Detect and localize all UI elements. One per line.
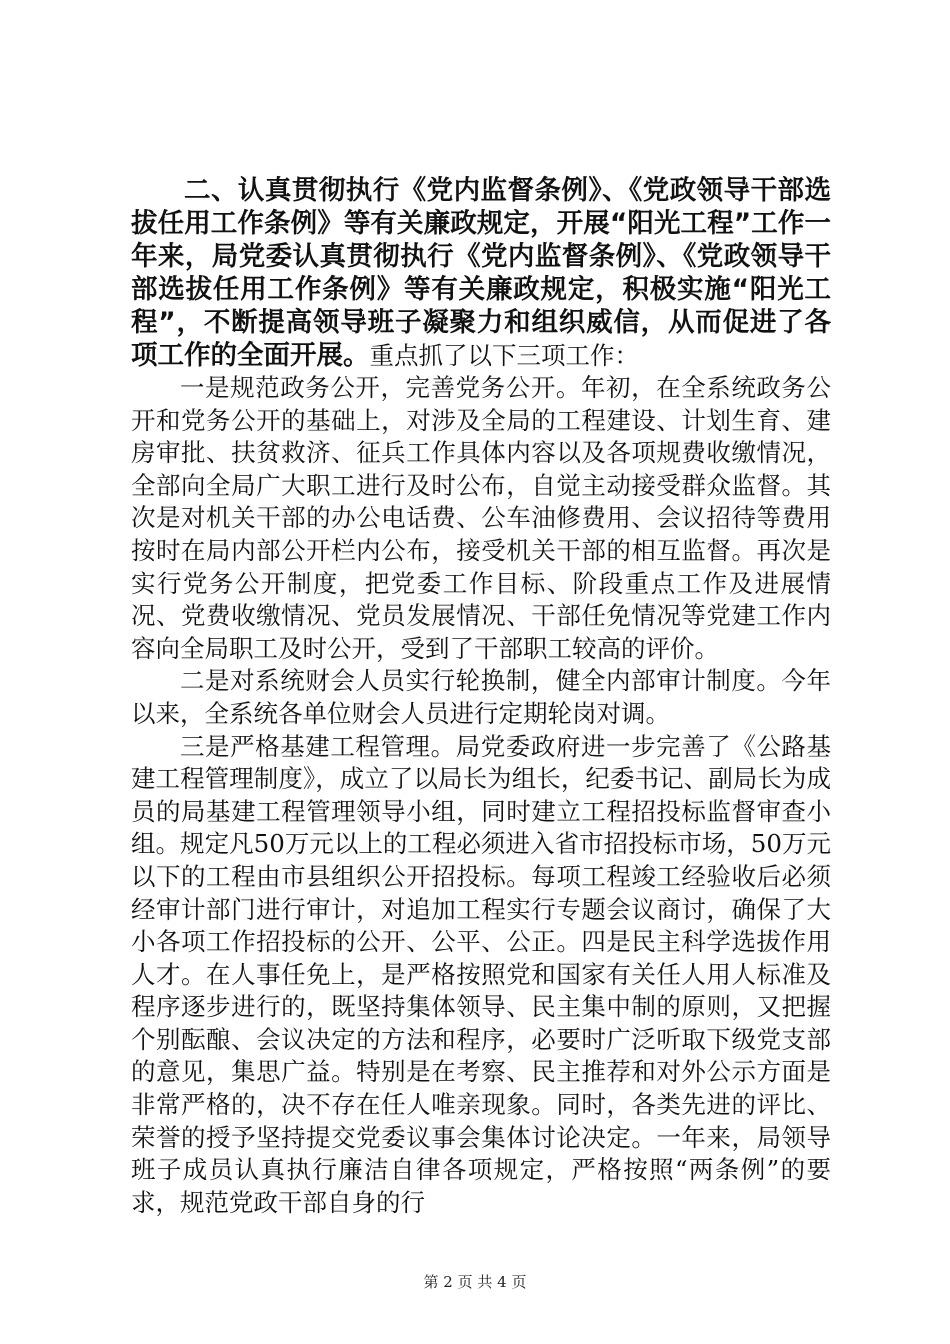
paragraph-item-1: 一是规范政务公开，完善党务公开。年初，在全系统政务公开和党务公开的基础上，对涉及全局的工程建设、计划生育、建房审批、扶贫救济、征兵工作具体内容以及各项规费收缴情况，全部向全局广大职工进行及时公布，自觉主动接受群众监督。其次是对机关干部的办公电话费、公车油修费用、会议招待等费用按时在局内部公开栏内公布，接受机关干部的相互监督。再次是实行党务公开制度，把党委工作目标、阶段重点工作及进展情况、党费收缴情况、党员发展情况、干部任免情况等党建工作内容向全局职工及时公开，受到了干部职工较高的评价。 [131,373,831,663]
section-heading-bold: 二、认真贯彻执行《党内监督条例》、《党政领导干部选拔任用工作条例》等有关廉政规定，开展“阳光工程”工作一年来，局党委认真贯彻执行《党内监督条例》、《党政领导干部选拔任用工作条例》等有关廉政规定，积极实施“阳光工程”，不断提高领导班子凝聚力和组织威信，从而促进了各项工作的全面开展。 [131,175,831,371]
page-footer: 第 2 页 共 4 页 [423,1273,527,1291]
paragraph-item-3: 三是严格基建工程管理。局党委政府进一步完善了《公路基建工程管理制度》，成立了以局长为组长，纪委书记、副局长为成员的局基建工程管理领导小组，同时建立工程招投标监督审查小组。规定凡50万元以上的工程必须进入省市招投标市场，50万元以下的工程由市县组织公开招投标。每项工程竣工经验收后必须经审计部门进行审计，对追加工程实行专题会议商讨，确保了大小各项工作招投标的公开、公平、公正。四是民主科学选拔作用人才。在人事任免上，是严格按照党和国家有关任人用人标准及程序逐步进行的，既坚持集体领导、民主集中制的原则，又把握个别酝酿、会议决定的方法和程序，必要时广泛听取下级党支部的意见，集思广益。特别是在考察、民主推荐和对外公示方面是非常严格的，决不存在任人唯亲现象。同时，各类先进的评比、荣誉的授予坚持提交党委议事会集体讨论决定。一年来，局领导班子成员认真执行廉洁自律各项规定，严格按照“两条例”的要求，规范党政干部自身的行 [131,731,831,1217]
document-body [131,174,831,1219]
paragraph-item-2: 二是对系统财会人员实行轮换制，健全内部审计制度。今年以来，全系统各单位财会人员进行定期轮岗对调。 [131,666,831,728]
section-heading-tail: 重点抓了以下三项工作： [369,341,639,370]
section-heading-paragraph [131,174,831,372]
